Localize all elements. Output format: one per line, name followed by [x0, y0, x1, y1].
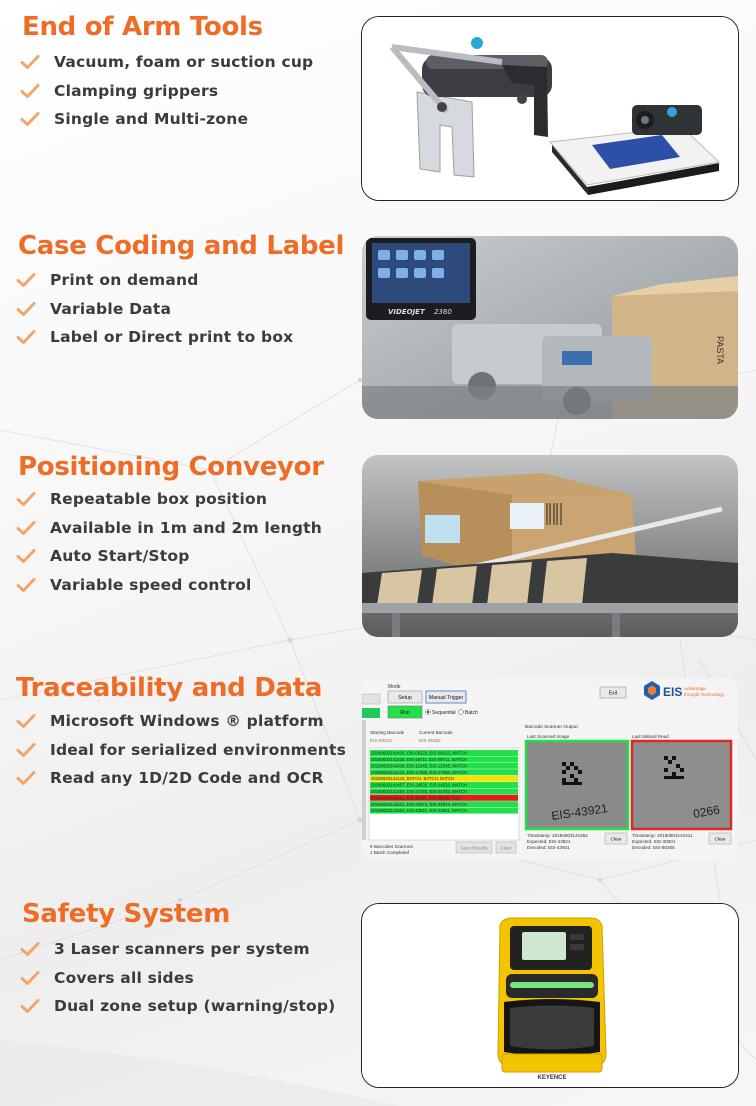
- feature-item: Vacuum, foam or suction cup: [20, 48, 313, 77]
- section-title: Case Coding and Label: [18, 231, 345, 261]
- svg-text:through Technology: through Technology: [684, 692, 725, 697]
- feature-list: [16, 485, 322, 599]
- checkmark-icon: [20, 81, 46, 101]
- svg-text:Exit: Exit: [608, 690, 618, 697]
- feature-item: Single and Multi-zone: [20, 105, 313, 134]
- feature-list: [16, 707, 346, 793]
- feature-item: Variable speed control: [16, 571, 322, 600]
- svg-text:Barcode Scanner Output: Barcode Scanner Output: [525, 725, 578, 730]
- checkmark-icon: [16, 299, 42, 319]
- svg-text:1 Batch Completed: 1 Batch Completed: [370, 850, 410, 855]
- safety-scanner-image: [361, 903, 739, 1088]
- checkmark-icon: [16, 518, 42, 538]
- svg-text:Save Results: Save Results: [460, 845, 488, 851]
- svg-text:Expected: EIS-30001: Expected: EIS-30001: [632, 839, 676, 844]
- feature-item: Auto Start/Stop: [16, 542, 322, 571]
- checkmark-icon: [16, 270, 42, 290]
- feature-item: Clamping grippers: [20, 77, 313, 106]
- feature-item: Print on demand: [16, 266, 293, 295]
- section-title: Safety System: [22, 899, 231, 929]
- result-row-text: 20190603141438, EIS-12345, EIS-12345, MATCH: [371, 763, 468, 769]
- feature-item: Covers all sides: [20, 964, 335, 993]
- printer-model: 2380: [434, 308, 452, 316]
- svg-text:Starting Barcode: Starting Barcode: [370, 730, 405, 735]
- result-row-text: 20190603141552, EIS-43921, EIS-43921, MATCH: [371, 808, 468, 814]
- feature-item: Repeatable box position: [16, 485, 322, 514]
- svg-text:Decoded: EIS-43921: Decoded: EIS-43921: [527, 845, 570, 850]
- feature-item: Read any 1D/2D Code and OCR: [16, 764, 346, 793]
- printer-image: [362, 236, 738, 419]
- feature-item: Variable Data: [16, 295, 293, 324]
- svg-text:Clear: Clear: [500, 845, 512, 851]
- result-row-text: 20190603141511, EIS-30001, EIS-80266, FAIL: [371, 795, 461, 801]
- svg-text:Manual Trigger: Manual Trigger: [428, 695, 464, 701]
- missed-code-print: 0266: [692, 802, 721, 821]
- robot-gripper-image: [361, 16, 739, 201]
- svg-text:Current Barcode: Current Barcode: [419, 730, 453, 735]
- feature-list: [20, 48, 313, 134]
- checkmark-icon: [20, 52, 46, 72]
- result-row-text: 20190603141442, BATCH, BATCH, BATCH: [371, 776, 455, 782]
- conveyor-image: [362, 455, 738, 637]
- feature-list: [16, 266, 293, 352]
- result-row-text: 20190603141433, EIS-09223, EIS-09223, MATCH: [371, 750, 468, 756]
- checkmark-icon: [16, 489, 42, 509]
- feature-list: [20, 935, 335, 1021]
- section-positioning-conveyor: [0, 447, 756, 652]
- svg-text:Run: Run: [400, 710, 410, 716]
- checkmark-icon: [20, 996, 46, 1016]
- svg-text:Clear: Clear: [610, 836, 622, 842]
- section-end-of-arm-tools: [0, 0, 756, 210]
- section-case-coding: [0, 225, 756, 435]
- checkmark-icon: [16, 740, 42, 760]
- svg-text:EIS-09223: EIS-09223: [370, 738, 392, 743]
- mode-label: Mode: [388, 684, 401, 690]
- svg-text:Sequential: Sequential: [432, 710, 456, 716]
- result-row-text: 20190603141459, EIS-24783, EIS-24783, MATCH: [371, 789, 468, 794]
- batch-radio[interactable]: [459, 710, 464, 715]
- svg-text:Batch: Batch: [465, 710, 478, 716]
- checkmark-icon: [20, 109, 46, 129]
- checkmark-icon: [20, 968, 46, 988]
- svg-text:Timestamp: 20190603141511: Timestamp: 20190603141511: [632, 833, 693, 838]
- checkmark-icon: [20, 939, 46, 959]
- section-title: Positioning Conveyor: [18, 452, 324, 482]
- checkmark-icon: [16, 768, 42, 788]
- svg-text:Advantage: Advantage: [684, 686, 706, 691]
- feature-item: Microsoft Windows ® platform: [16, 707, 346, 736]
- svg-text:EIS-45362: EIS-45362: [419, 738, 441, 743]
- svg-text:Timestamp: 20190603141552: Timestamp: 20190603141552: [527, 833, 588, 838]
- result-row-text: 20190603141441, EIS-17385, EIS-17385, MATCH: [371, 769, 468, 775]
- svg-text:Expected: EIS-43921: Expected: EIS-43921: [527, 839, 571, 844]
- result-row-text: 20190603141436, EIS-49711, EIS-09711, MATCH: [371, 757, 467, 762]
- svg-text:Last Scanned Image: Last Scanned Image: [527, 734, 570, 739]
- checkmark-icon: [16, 575, 42, 595]
- result-row-text: 20190603141457, EIS-24532, EIS-24532, MATCH: [371, 782, 468, 788]
- svg-text:Clear: Clear: [714, 836, 726, 842]
- section-traceability: [0, 668, 756, 873]
- section-title: End of Arm Tools: [22, 12, 263, 42]
- feature-item: Ideal for serialized environments: [16, 736, 346, 765]
- result-row-text: 20190603141531, EIS-32974, EIS-32974, MATCH: [371, 801, 468, 807]
- keyence-brand: KEYENCE: [537, 1075, 567, 1081]
- feature-item: 3 Laser scanners per system: [20, 935, 335, 964]
- eis-brand: EIS: [663, 685, 683, 699]
- scanner-software-screenshot: [362, 678, 738, 860]
- checkmark-icon: [16, 711, 42, 731]
- svg-text:PASTA: PASTA: [715, 336, 725, 365]
- feature-item: Label or Direct print to box: [16, 323, 293, 352]
- checkmark-icon: [16, 546, 42, 566]
- scanned-code-print: EIS-43921: [550, 801, 609, 823]
- svg-text:Decoded: EIS-80266: Decoded: EIS-80266: [632, 845, 675, 850]
- printer-brand: VIDEOJET: [388, 308, 425, 316]
- section-title: Traceability and Data: [16, 673, 323, 703]
- svg-text:Setup: Setup: [398, 695, 412, 701]
- svg-text:Last Missed Read: Last Missed Read: [632, 734, 669, 739]
- checkmark-icon: [16, 327, 42, 347]
- feature-item: Available in 1m and 2m length: [16, 514, 322, 543]
- section-safety-system: [0, 890, 756, 1100]
- feature-item: Dual zone setup (warning/stop): [20, 992, 335, 1021]
- svg-text:9 Barcodes Scanned: 9 Barcodes Scanned: [370, 844, 413, 849]
